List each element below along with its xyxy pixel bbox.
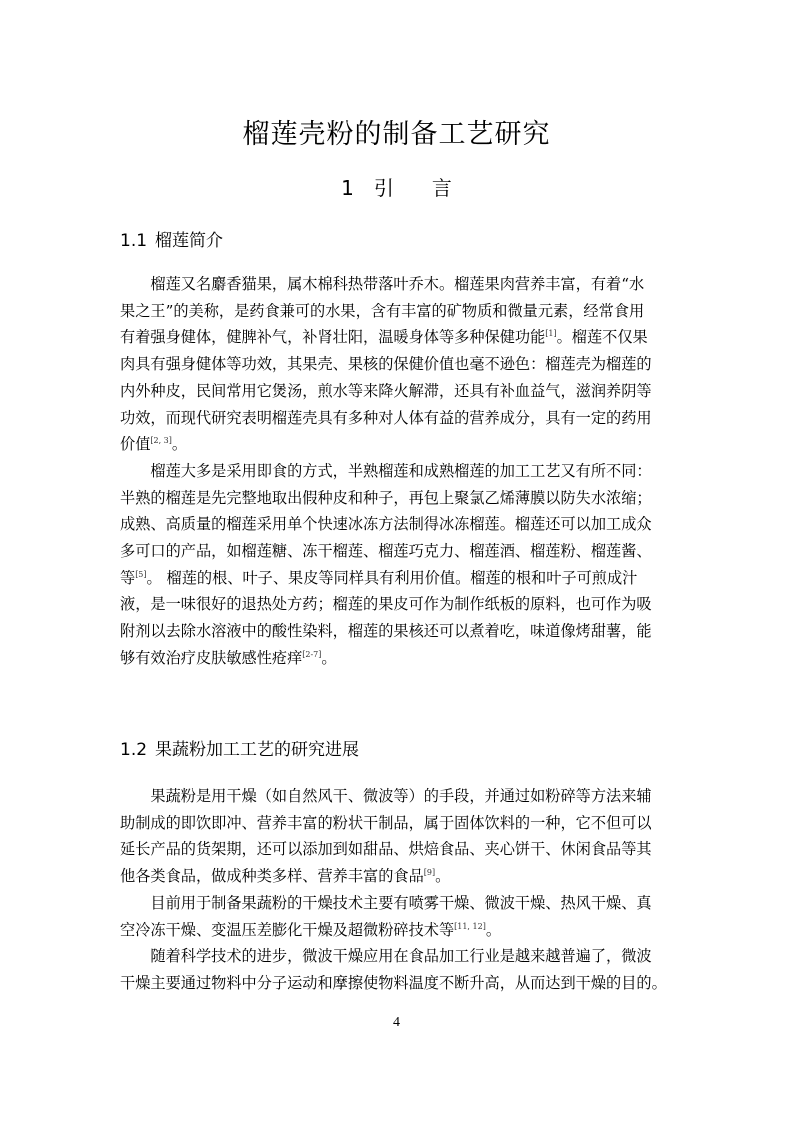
- text-line: 助制成的即饮即冲、营养丰富的粉状干制品，属于固体饮料的一种，它不但可以: [120, 813, 652, 832]
- citation: [2, 3]: [150, 436, 172, 446]
- section-number: 1.2: [120, 740, 148, 760]
- paper-title: 榴莲壳粉的制备工艺研究: [242, 119, 551, 150]
- text-line: 成熟、高质量的榴莲采用单个快速冰冻方法制得冰冻榴莲。榴莲还可以加工成众: [120, 515, 652, 534]
- text-line: 内外种皮，民间常用它煲汤，煎水等来降火解滞，还具有补血益气，滋润养阴等: [120, 381, 652, 400]
- text-line: 液，是一味很好的退热处方药；榴莲的果皮可作为制作纸板的原料，也可作为吸: [120, 595, 652, 614]
- text-line: 果蔬粉是用干燥（如自然风干、微波等）的手段，并通过如粉碎等方法来辅: [150, 787, 652, 805]
- text-line: 干燥主要通过物料中分子运动和摩擦使物料温度不断升高，从而达到干燥的目的。: [120, 973, 667, 992]
- citation: [1]: [545, 329, 557, 339]
- text-line: 榴莲大多是采用即食的方式，半熟榴莲和成熟榴莲的加工工艺又有所不同：: [150, 461, 652, 480]
- chapter-title-char-1: 引: [373, 176, 394, 200]
- section-heading-1-2: [120, 735, 359, 760]
- text-line: 多可口的产品，如榴莲糖、冻干榴莲、榴莲巧克力、榴莲酒、榴莲粉、榴莲酱、: [120, 542, 652, 561]
- text-line: 目前用于制备果蔬粉的干燥技术主要有喷雾干燥、微波干燥、热风干燥、真: [150, 893, 652, 912]
- chapter-title-char-2: 言: [431, 176, 452, 200]
- chapter-number: 1: [341, 176, 354, 200]
- citation: [5]: [135, 569, 147, 579]
- section-title: 榴莲简介: [155, 231, 224, 251]
- text-line: 延长产品的货架期，还可以添加到如甜品、烘焙食品、夹心饼干、休闲食品等其: [120, 840, 652, 859]
- section-1-2-body: [120, 783, 682, 997]
- text-line: 他各类食品，做成种类多样、营养丰富的食品[9]。: [120, 867, 451, 886]
- citation: [9]: [423, 868, 436, 878]
- text-line: 随着科学技术的进步，微波干燥应用在食品加工行业是越来越普遍了，微波: [150, 947, 652, 966]
- section-title: 果蔬粉加工工艺的研究进展: [155, 740, 360, 760]
- text-line: 功效，而现代研究表明榴莲壳具有多种对人体有益的营养成分，具有一定的药用: [120, 408, 652, 427]
- text-line: 等[5]。 榴莲的根、叶子、果皮等同样具有利用价值。榴莲的根和叶子可煎成汁: [120, 568, 638, 587]
- section-number: 1.1: [120, 231, 148, 251]
- page-number: 4: [393, 1015, 400, 1030]
- citation: [11, 12]: [454, 921, 486, 931]
- text-line: 附剂以去除水溶液中的酸性染料，榴莲的果核还可以煮着吃，味道像烤甜薯，能: [120, 622, 652, 641]
- text-line: 价值[2, 3]。: [120, 435, 188, 454]
- section-1-1-body: [120, 271, 682, 672]
- text-line: 有着强身健体，健脾补气，补肾壮阳，温暖身体等多种保健功能[1]。榴莲不仅果: [120, 328, 648, 347]
- citation: [2-7]: [302, 649, 322, 659]
- chapter-heading: [0, 172, 793, 201]
- text-line: 肉具有强身健体等功效，其果壳、果核的保健价值也毫不逊色：榴莲壳为榴莲的: [120, 355, 652, 374]
- text-line: 榴莲又名麝香猫果，属木棉科热带落叶乔木。榴莲果肉营养丰富，有着“水: [150, 275, 645, 293]
- text-line: 果之王”的美称，是药食兼可的水果，含有丰富的矿物质和微量元素，经常食用: [120, 301, 645, 320]
- text-line: 够有效治疗皮肤敏感性疮痒[2-7]。: [120, 648, 337, 667]
- text-line: 半熟的榴莲是先完整地取出假种皮和种子，再包上聚氯乙烯薄膜以防失水浓缩；: [120, 488, 652, 507]
- text-line: 空冷冻干燥、变温压差膨化干燥及超微粉碎技术等[11, 12]。: [120, 920, 501, 939]
- section-heading-1-1: [120, 226, 223, 251]
